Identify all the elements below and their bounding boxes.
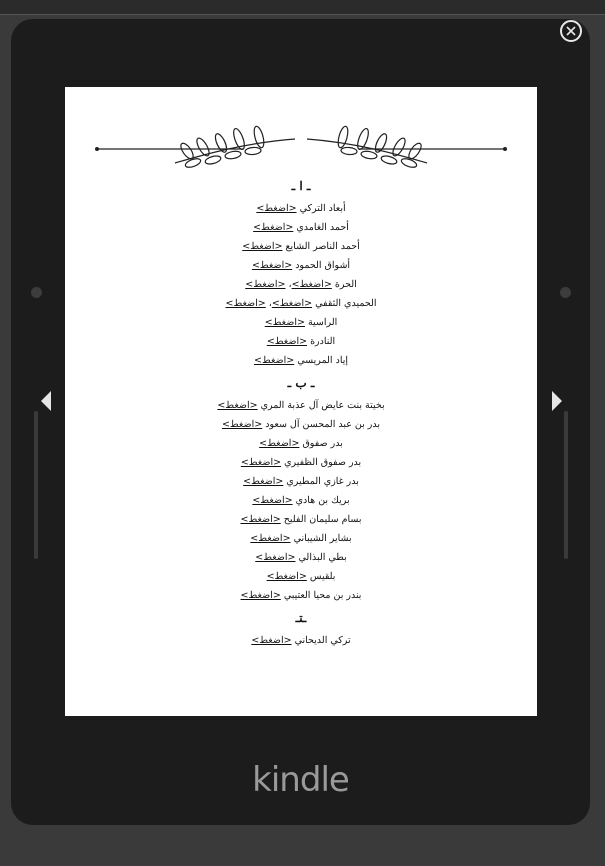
author-name: بسام سليمان الفليح [283, 514, 362, 525]
press-link[interactable]: <اضغط> [242, 241, 283, 252]
list-item [65, 631, 537, 650]
chevron-right-icon [550, 389, 564, 413]
author-name: أشواق الحمود [295, 260, 351, 271]
author-name: إياد المريسي [297, 355, 348, 366]
author-name: بشاير الشيباني [293, 533, 352, 544]
press-link[interactable]: <اضغط> [266, 336, 308, 347]
press-link[interactable]: <اضغط> [255, 552, 296, 563]
author-name: بندر بن محيا العتيبي [283, 590, 362, 601]
press-link[interactable]: <اضغط> [266, 571, 307, 582]
press-link[interactable]: <اضغط> [254, 355, 295, 366]
list-item [65, 237, 537, 256]
chevron-left-icon [39, 389, 53, 413]
press-link[interactable]: <اضغط> [256, 203, 297, 214]
press-link[interactable]: <اضغط> [252, 495, 293, 506]
list-item [65, 491, 537, 510]
top-bar [0, 0, 605, 15]
press-link[interactable]: <اضغط> [245, 279, 286, 290]
list-item [65, 472, 537, 491]
list-item [65, 434, 537, 453]
list-item [65, 453, 537, 472]
author-name: بخيتة بنت عايض آل عذبة المري [260, 400, 385, 411]
author-name: الحميدي الثقفي [315, 298, 377, 309]
section-heading: ـتـ [295, 611, 307, 625]
author-name: بطي البذالي [298, 552, 347, 563]
list-item [65, 548, 537, 567]
author-name: بدر صفوق الظفيري [284, 457, 362, 468]
list-item [65, 586, 537, 605]
author-name: أبعاد التركي [299, 203, 346, 214]
list-item [65, 199, 537, 218]
author-name: بدر صفوق [302, 438, 343, 449]
floral-divider-ornament [93, 125, 509, 173]
book-page [65, 87, 537, 716]
list-item: الحرة <اضغط>، <اضغط> [245, 279, 357, 290]
list-item [65, 396, 537, 415]
author-name: الراسية [307, 317, 338, 328]
press-link[interactable]: <اضغط> [253, 222, 294, 233]
left-scroll-rail[interactable] [34, 411, 38, 559]
press-link[interactable]: <اضغط> [221, 419, 263, 430]
author-name: بدر غازي المطيري [286, 476, 359, 487]
list-item [65, 567, 537, 586]
author-name: النادرة [310, 336, 336, 347]
section-heading: ـ ا ـ [291, 179, 311, 193]
press-link[interactable]: <اضغط> [251, 635, 292, 646]
previous-page-button[interactable] [39, 389, 53, 413]
press-link[interactable]: <اضغط> [251, 260, 293, 271]
section-heading: ـ ب ـ [287, 376, 315, 390]
press-link[interactable]: <اضغط> [243, 476, 284, 487]
list-item [65, 529, 537, 548]
author-index [65, 173, 537, 650]
close-icon [565, 25, 577, 37]
author-name: بلقيس [309, 571, 336, 582]
list-item [65, 332, 537, 351]
press-link[interactable]: <اضغط> [240, 590, 281, 601]
press-link[interactable]: <اضغط> [225, 298, 266, 309]
list-item [65, 510, 537, 529]
left-indicator-dot [31, 287, 42, 298]
author-name: أحمد الغامدي [296, 222, 349, 233]
author-name: بريك بن هادي [295, 495, 350, 506]
author-name: بدر بن عبد المحسن آل سعود [265, 419, 381, 430]
close-button[interactable] [560, 20, 582, 42]
list-item [65, 256, 537, 275]
author-name: الحرة [334, 279, 357, 290]
right-scroll-rail[interactable] [564, 411, 568, 559]
kindle-reader-frame [11, 19, 590, 825]
press-link[interactable]: <اضغط> [291, 279, 332, 290]
press-link[interactable]: <اضغط> [271, 298, 313, 309]
press-link[interactable]: <اضغط> [240, 514, 281, 525]
kindle-logo: kindle [252, 760, 349, 800]
next-page-button[interactable] [550, 389, 564, 413]
list-item [65, 218, 537, 237]
list-item [65, 415, 537, 434]
press-link[interactable]: <اضغط> [250, 533, 291, 544]
list-item [65, 351, 537, 370]
press-link[interactable]: <اضغط> [259, 438, 300, 449]
author-name: تركي الديحاني [294, 635, 351, 646]
list-item: الحميدي الثقفي <اضغط>، <اضغط> [225, 298, 377, 309]
press-link[interactable]: <اضغط> [240, 457, 282, 468]
author-name: أحمد الناصر الشايع [285, 241, 360, 252]
list-item [65, 313, 537, 332]
right-indicator-dot [560, 287, 571, 298]
press-link[interactable]: <اضغط> [217, 400, 258, 411]
press-link[interactable]: <اضغط> [264, 317, 305, 328]
